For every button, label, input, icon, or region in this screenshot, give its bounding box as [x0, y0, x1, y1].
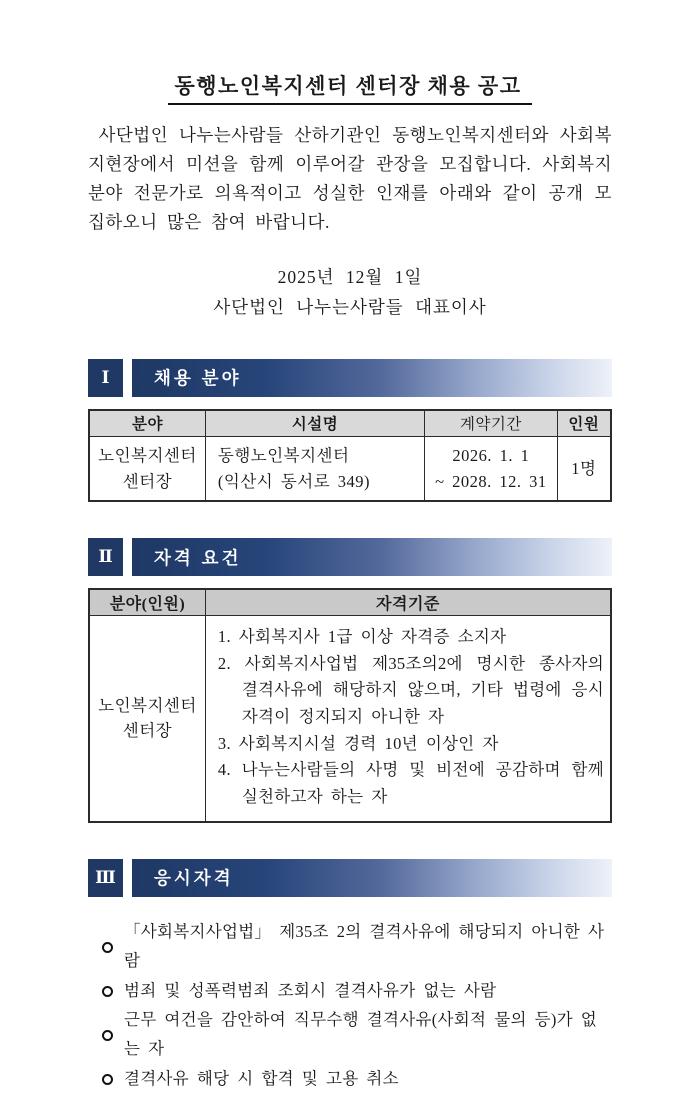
section-numeral-2: Ⅱ — [88, 538, 123, 576]
criteria-item-1: 1. 사회복지사 1급 이상 자격증 소지자 — [217, 626, 507, 646]
date-block — [88, 263, 612, 323]
criteria-item-4: 4. 나누는사람들의 사명 및 비전에 공감하며 함께 실천하고자 하는 자 — [217, 760, 604, 807]
recruit-table — [88, 409, 612, 503]
eligibility-list — [88, 917, 612, 1093]
section-header-eligibility — [88, 859, 612, 897]
intro-paragraph: 사단법인 나누는사람들 산하기관인 동행노인복지센터와 사회복지현장에서 미션을 함께 이루어갈 관장을 모집합니다. 사회복지 분야 전문가로 의욕적이고 성실한 인재를 아래와 같이 공개 모집하오니 많은 참여 바랍니다. — [88, 125, 612, 233]
col-header-headcount: 인원 — [557, 410, 611, 437]
cell-facility-name: 동행노인복지센터 — [217, 446, 350, 466]
cell-qual-field-line2: 센터장 — [122, 721, 173, 741]
eligibility-item-text: 결격사유 해당 시 합격 및 고용 취소 — [124, 1068, 399, 1088]
section-header-qualification — [88, 538, 612, 576]
col-header-field-headcount: 분야(인원) — [89, 589, 205, 615]
eligibility-item-text: 「사회복지사업법」 제35조 2의 결격사유에 해당되지 아니한 사람 — [124, 921, 605, 971]
cell-period-start: 2026. 1. 1 — [452, 446, 530, 466]
cell-field-line1: 노인복지센터 — [98, 446, 197, 466]
section-title-eligibility: 응시자격 — [132, 859, 612, 897]
section-title-qualification: 자격 요건 — [132, 538, 612, 576]
cell-qual-field — [89, 615, 205, 822]
qualification-table-row — [89, 615, 611, 822]
cell-period — [425, 437, 558, 502]
list-item — [102, 976, 612, 1005]
title-wrap — [88, 70, 612, 105]
cell-facility — [205, 437, 424, 502]
circle-bullet-icon — [102, 986, 113, 997]
section-header-recruit-field — [88, 359, 612, 397]
list-item — [102, 1064, 612, 1093]
list-item — [102, 917, 612, 976]
page-title: 동행노인복지센터 센터장 채용 공고 — [168, 70, 531, 105]
cell-facility-address: (익산시 동서로 349) — [217, 471, 371, 491]
circle-bullet-icon — [102, 942, 113, 953]
qualification-table — [88, 588, 612, 823]
section-numeral-1: Ⅰ — [88, 359, 123, 397]
col-header-facility: 시설명 — [205, 410, 424, 437]
cell-field-line2: 센터장 — [122, 471, 173, 491]
qualification-table-header-row — [89, 589, 611, 615]
eligibility-item-text: 근무 여건을 감안하여 직무수행 결격사유(사회적 물의 등)가 없는 자 — [124, 1009, 598, 1059]
cell-headcount: 1명 — [557, 437, 611, 502]
cell-field — [89, 437, 205, 502]
circle-bullet-icon — [102, 1074, 113, 1085]
cell-qual-field-line1: 노인복지센터 — [98, 695, 197, 715]
section-numeral-3: Ⅲ — [88, 859, 123, 897]
announcement-date: 2025년 12월 1일 — [277, 267, 423, 288]
recruit-table-row — [89, 437, 611, 502]
list-item — [102, 1005, 612, 1064]
col-header-period: 계약기간 — [425, 410, 558, 437]
eligibility-item-text: 범죄 및 성폭력범죄 조회시 결격사유가 없는 사람 — [124, 980, 497, 1000]
criteria-item-2: 2. 사회복지사업법 제35조의2에 명시한 종사자의 결격사유에 해당하지 않으며, 기타 법령에 응시 자격이 정지되지 아니한 자 — [217, 653, 604, 726]
criteria-item-3: 3. 사회복지시설 경력 10년 이상인 자 — [217, 733, 499, 753]
recruit-table-header-row — [89, 410, 611, 437]
col-header-criteria: 자격기준 — [205, 589, 611, 615]
section-title-recruit-field: 채용 분야 — [132, 359, 612, 397]
cell-criteria — [205, 615, 611, 822]
signature-line: 사단법인 나누는사람들 대표이사 — [213, 296, 487, 317]
col-header-field: 분야 — [89, 410, 205, 437]
circle-bullet-icon — [102, 1030, 113, 1041]
cell-period-end: ~ 2028. 12. 31 — [435, 471, 547, 491]
